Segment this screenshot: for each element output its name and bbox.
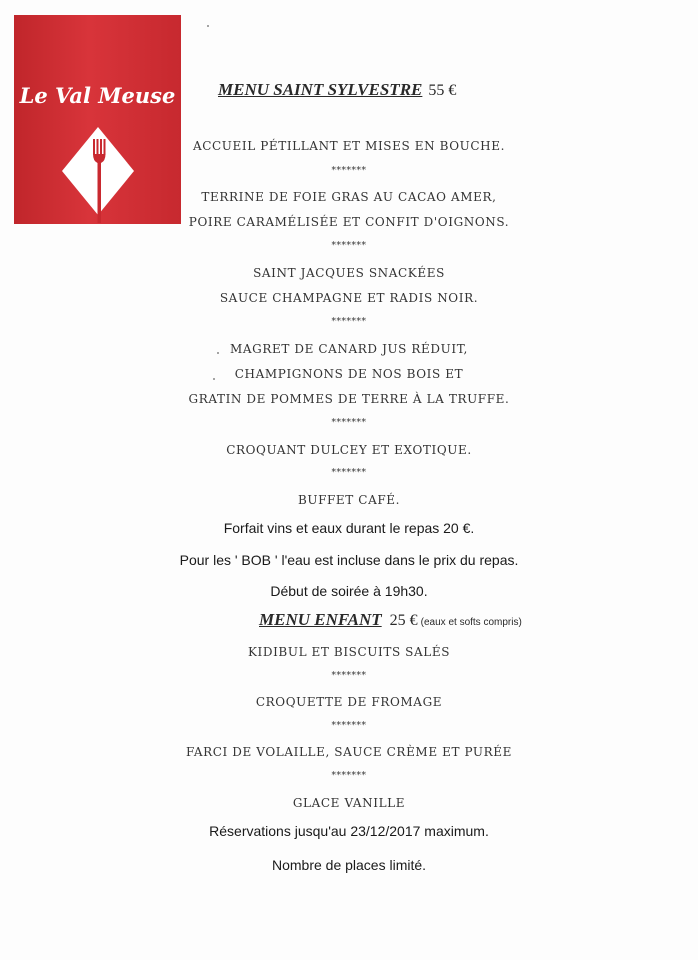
course-line: SAINT JACQUES SNACKÉES [253,266,445,280]
menu-title-text: MENU SAINT SYLVESTRE [218,80,423,99]
info-line: Début de soirée à 19h30. [270,583,428,599]
kids-price: 25 € [389,612,418,629]
separator: ******* [331,468,367,478]
kids-menu-title [259,610,522,630]
separator: ******* [331,771,367,781]
separator: ******* [331,721,367,731]
course-line: GRATIN DE POMMES DE TERRE À LA TRUFFE. [188,392,510,406]
course-line: ACCUEIL PÉTILLANT ET MISES EN BOUCHE. [192,139,506,153]
separator: ******* [331,241,367,251]
course-line: TERRINE DE FOIE GRAS AU CACAO AMER, [201,190,497,204]
logo-text: Le Val Meuse [19,83,176,108]
course-line: BUFFET CAFÉ. [297,493,401,507]
kids-note: (eaux et softs compris) [420,617,522,628]
separator: ******* [331,418,367,428]
course-line: MAGRET DE CANARD JUS RÉDUIT, [230,342,468,356]
course-line: SAUCE CHAMPAGNE ET RADIS NOIR. [219,291,479,305]
kids-course-line: KIDIBUL ET BISCUITS SALÉS [247,645,451,659]
info-line: Forfait vins et eaux durant le repas 20 €. [223,520,475,536]
menu-title [218,80,456,100]
kids-course-line: GLACE VANILLE [292,796,406,810]
separator: ******* [331,671,367,681]
course-line: CHAMPIGNONS DE NOS BOIS ET [234,367,464,381]
speck [207,25,209,27]
course-line: POIRE CARAMÉLISÉE ET CONFIT D'OIGNONS. [188,215,510,229]
kids-course-line: CROQUETTE DE FROMAGE [255,695,443,709]
limited-places-note: Nombre de places limité. [271,857,427,873]
separator: ******* [331,166,367,176]
kids-title-text: MENU ENFANT [259,610,382,629]
menu-price: 55 € [428,82,457,99]
course-line: CROQUANT DULCEY ET EXOTIQUE. [226,443,472,457]
separator: ******* [331,317,367,327]
info-line: Pour les ' BOB ' l'eau est incluse dans le prix du repas. [179,552,519,568]
reservation-note: Réservations jusqu'au 23/12/2017 maximum. [209,823,489,839]
kids-course-line: FARCI DE VOLAILLE, SAUCE CRÈME ET PURÉE [185,745,512,759]
